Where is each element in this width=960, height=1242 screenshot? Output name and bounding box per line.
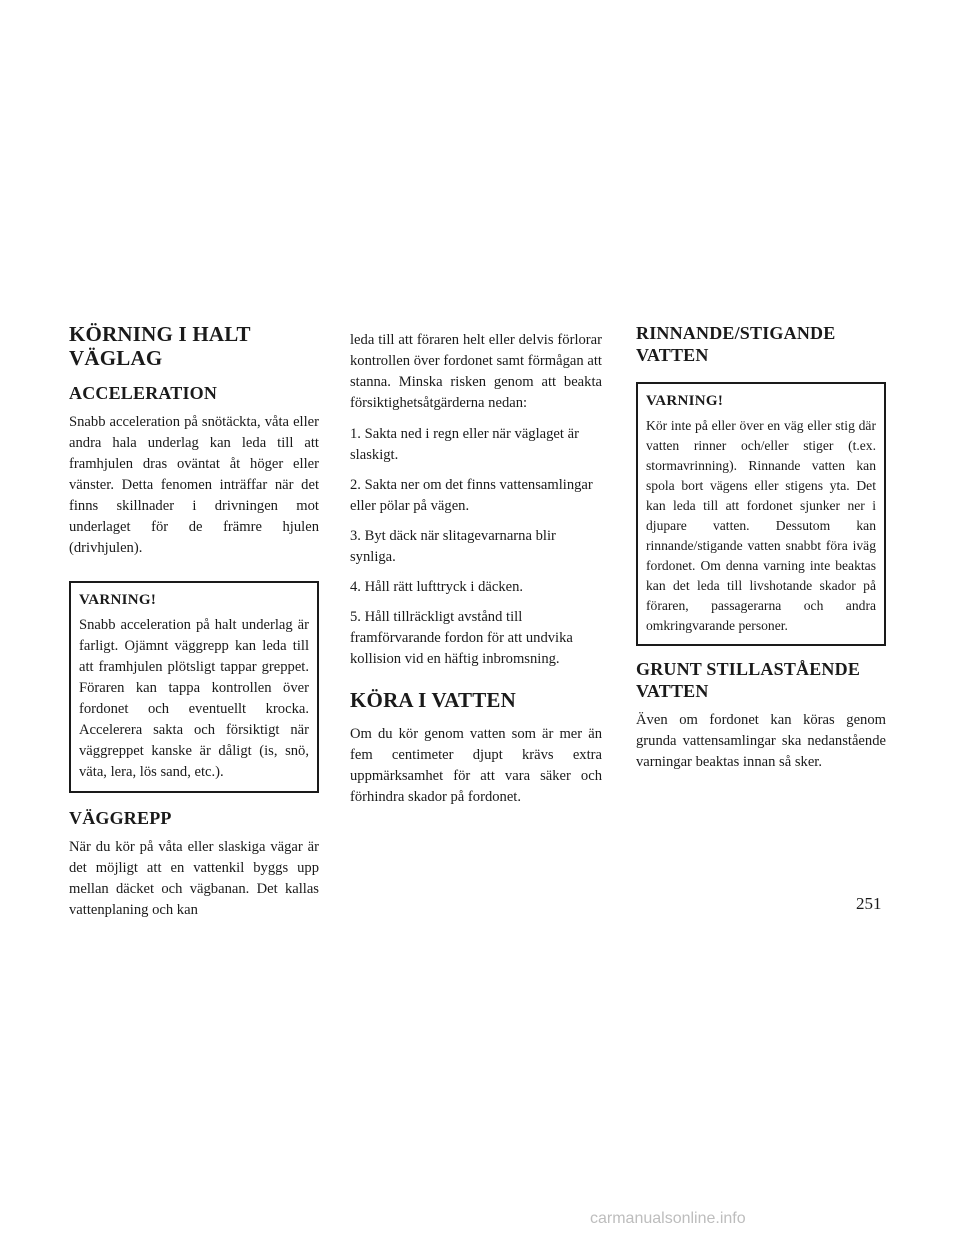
traction-heading: VÄGGREPP bbox=[69, 808, 172, 828]
page-number: 251 bbox=[856, 894, 882, 913]
traction-paragraph: När du kör på våta eller slaskiga vägar är det möjligt att en vattenkil byggs upp mellan däcket och vägbanan. Det kallas vattenplaning och kan bbox=[69, 839, 319, 918]
shallow-water-heading: GRUNT STILLASTÅENDE VATTEN bbox=[636, 659, 861, 701]
water-heading: KÖRA I VATTEN bbox=[350, 688, 516, 712]
warning-title: VARNING! bbox=[79, 592, 157, 608]
flowing-water-warning-box bbox=[636, 382, 886, 646]
continued-paragraph: leda till att föraren helt eller delvis förlorar kontrollen över fordonet samt förmågan att stanna. Minska risken genom att beakta försiktighetsåtgärderna nedan: bbox=[350, 332, 602, 411]
shallow-water-paragraph: Även om fordonet kan köras genom grunda vattensamlingar ska nedanstående varningar beaktas innan så sker. bbox=[636, 712, 886, 770]
watermark: carmanualsonline.info bbox=[590, 1210, 746, 1227]
list-item: 1. Sakta ned i regn eller när väglaget är slaskigt. bbox=[350, 426, 579, 463]
flowing-water-heading: RINNANDE/STIGANDE VATTEN bbox=[636, 323, 836, 365]
acceleration-warning-box bbox=[69, 581, 319, 793]
list-item: 5. Håll tillräckligt avstånd till framförvarande fordon för att undvika kollision vid en häftig inbromsning. bbox=[350, 609, 573, 667]
list-item: 3. Byt däck när slitagevarnarna blir synliga. bbox=[350, 528, 556, 565]
section-title: KÖRNING I HALT VÄGLAG bbox=[69, 322, 251, 370]
column-right bbox=[636, 322, 886, 783]
warning-text: Kör inte på eller över en väg eller stig där vatten rinner och/eller stiger (t.ex. stormavrinning). Rinnande vatten kan spola bort vägens eller stigens yta. Det kan leda till att fordonet sjunker ner i djupare vatten. Dessutom kan rinnande/stigande vatten snabbt föra iväg fordonet. Om denna varning inte beaktas kan det leda till livshotande skador på föraren, passagerarna och andra omkringvarande personer. bbox=[646, 418, 876, 633]
column-middle bbox=[350, 330, 602, 818]
column-left bbox=[69, 322, 319, 931]
list-item: 4. Håll rätt lufttryck i däcken. bbox=[350, 579, 524, 595]
acceleration-heading: ACCELERATION bbox=[69, 383, 218, 403]
acceleration-paragraph: Snabb acceleration på snötäckta, våta eller andra hala underlag kan leda till att framhjulen dras oväntat åt höger eller vänster. Detta fenomen inträffar när det finns skillnader i drivningen mot underlaget för de främre hjulen (drivhjulen). bbox=[69, 414, 319, 556]
precaution-list bbox=[350, 424, 602, 670]
warning-text: Snabb acceleration på halt underlag är farligt. Ojämnt väggrepp kan leda till att framhjulen plötsligt tappar greppet. Föraren kan tappa kontrollen över fordonet och eventuellt krocka. Accelerera sakta och försiktigt när väggreppet kanske är dåligt (is, snö, väta, lera, lös sand, etc.). bbox=[79, 617, 309, 780]
water-paragraph: Om du kör genom vatten som är mer än fem centimeter djupt krävs extra uppmärksamhet för att vara säker och förhindra skador på fordonet. bbox=[350, 726, 602, 805]
warning-title: VARNING! bbox=[646, 393, 724, 409]
list-item: 2. Sakta ner om det finns vattensamlingar eller pölar på vägen. bbox=[350, 477, 593, 514]
